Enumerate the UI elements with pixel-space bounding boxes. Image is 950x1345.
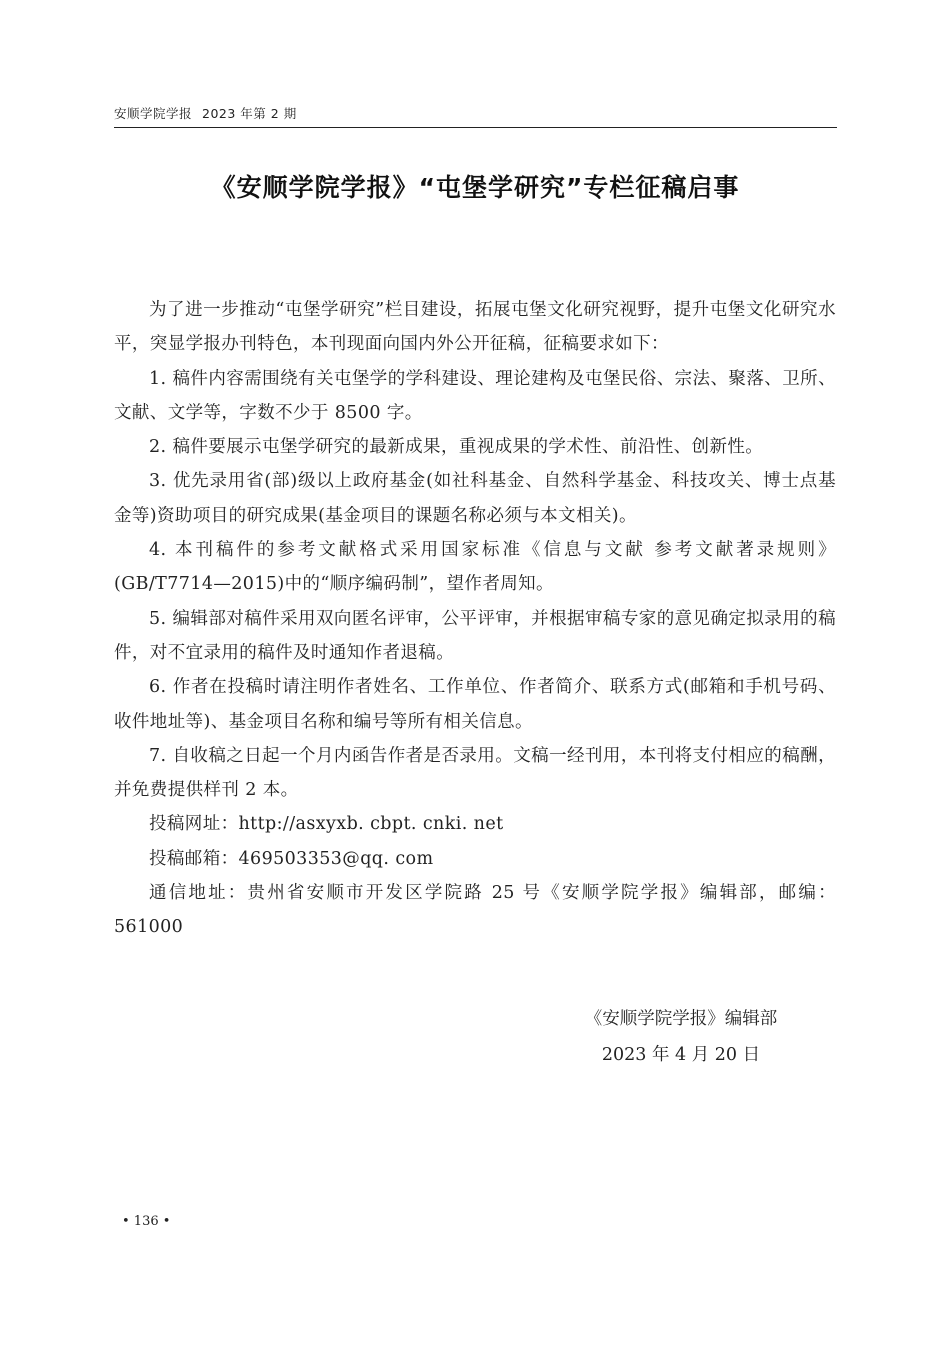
requirement-item-3: 3. 优先录用省(部)级以上政府基金(如社科基金、自然科学基金、科技攻关、博士点基金等)资助项目的研究成果(基金项目的课题名称必须与本文相关)。 (114, 471, 836, 526)
signature-date: 2023 年 4 月 20 日 (601, 1045, 761, 1065)
page-title: 《安顺学院学报》“屯堡学研究”专栏征稿启事 (210, 173, 740, 202)
requirement-item-5: 5. 编辑部对稿件采用双向匿名评审，公平评审，并根据审稿专家的意见确定拟录用的稿件，对不宜录用的稿件及时通知作者退稿。 (114, 608, 836, 663)
requirement-item-7: 7. 自收稿之日起一个月内函告作者是否录用。文稿一经刊用，本刊将支付相应的稿酬，并免费提供样刊 2 本。 (114, 745, 836, 801)
header-rule (114, 127, 837, 128)
journal-name: 安顺学院学报 (114, 106, 193, 121)
submission-email: 投稿邮箱：469503353@qq. com (149, 848, 434, 869)
submission-website: 投稿网址：http://asxyxb. cbpt. cnki. net (149, 814, 504, 835)
requirement-item-6: 6. 作者在投稿时请注明作者姓名、工作单位、作者简介、联系方式(邮箱和手机号码、收件地址等)、基金项目名称和编号等所有相关信息。 (114, 677, 836, 732)
requirement-item-1: 1. 稿件内容需围绕有关屯堡学的学科建设、理论建构及屯堡民俗、宗法、聚落、卫所、文献、文学等，字数不少于 8500 字。 (114, 368, 836, 423)
signature-org: 《安顺学院学报》编辑部 (584, 1009, 778, 1029)
intro-paragraph: 为了进一步推动“屯堡学研究”栏目建设，拓展屯堡文化研究视野，提升屯堡文化研究水平，突显学报办刊特色，本刊现面向国内外公开征稿，征稿要求如下： (114, 300, 836, 355)
requirement-item-2: 2. 稿件要展示屯堡学研究的最新成果，重视成果的学术性、前沿性、创新性。 (149, 437, 764, 458)
mailing-address: 通信地址：贵州省安顺市开发区学院路 25 号《安顺学院学报》编辑部，邮编：561000 (114, 883, 836, 938)
article-body (114, 293, 836, 945)
signature-block (566, 1001, 796, 1073)
issue-label: 2023 年第 2 期 (202, 106, 297, 121)
page-number: • 136 • (122, 1214, 171, 1229)
running-header (114, 104, 836, 122)
requirement-item-4: 4. 本刊稿件的参考文献格式采用国家标准《信息与文献 参考文献著录规则》(GB/T7714—2015)中的“顺序编码制”，望作者周知。 (114, 540, 836, 595)
